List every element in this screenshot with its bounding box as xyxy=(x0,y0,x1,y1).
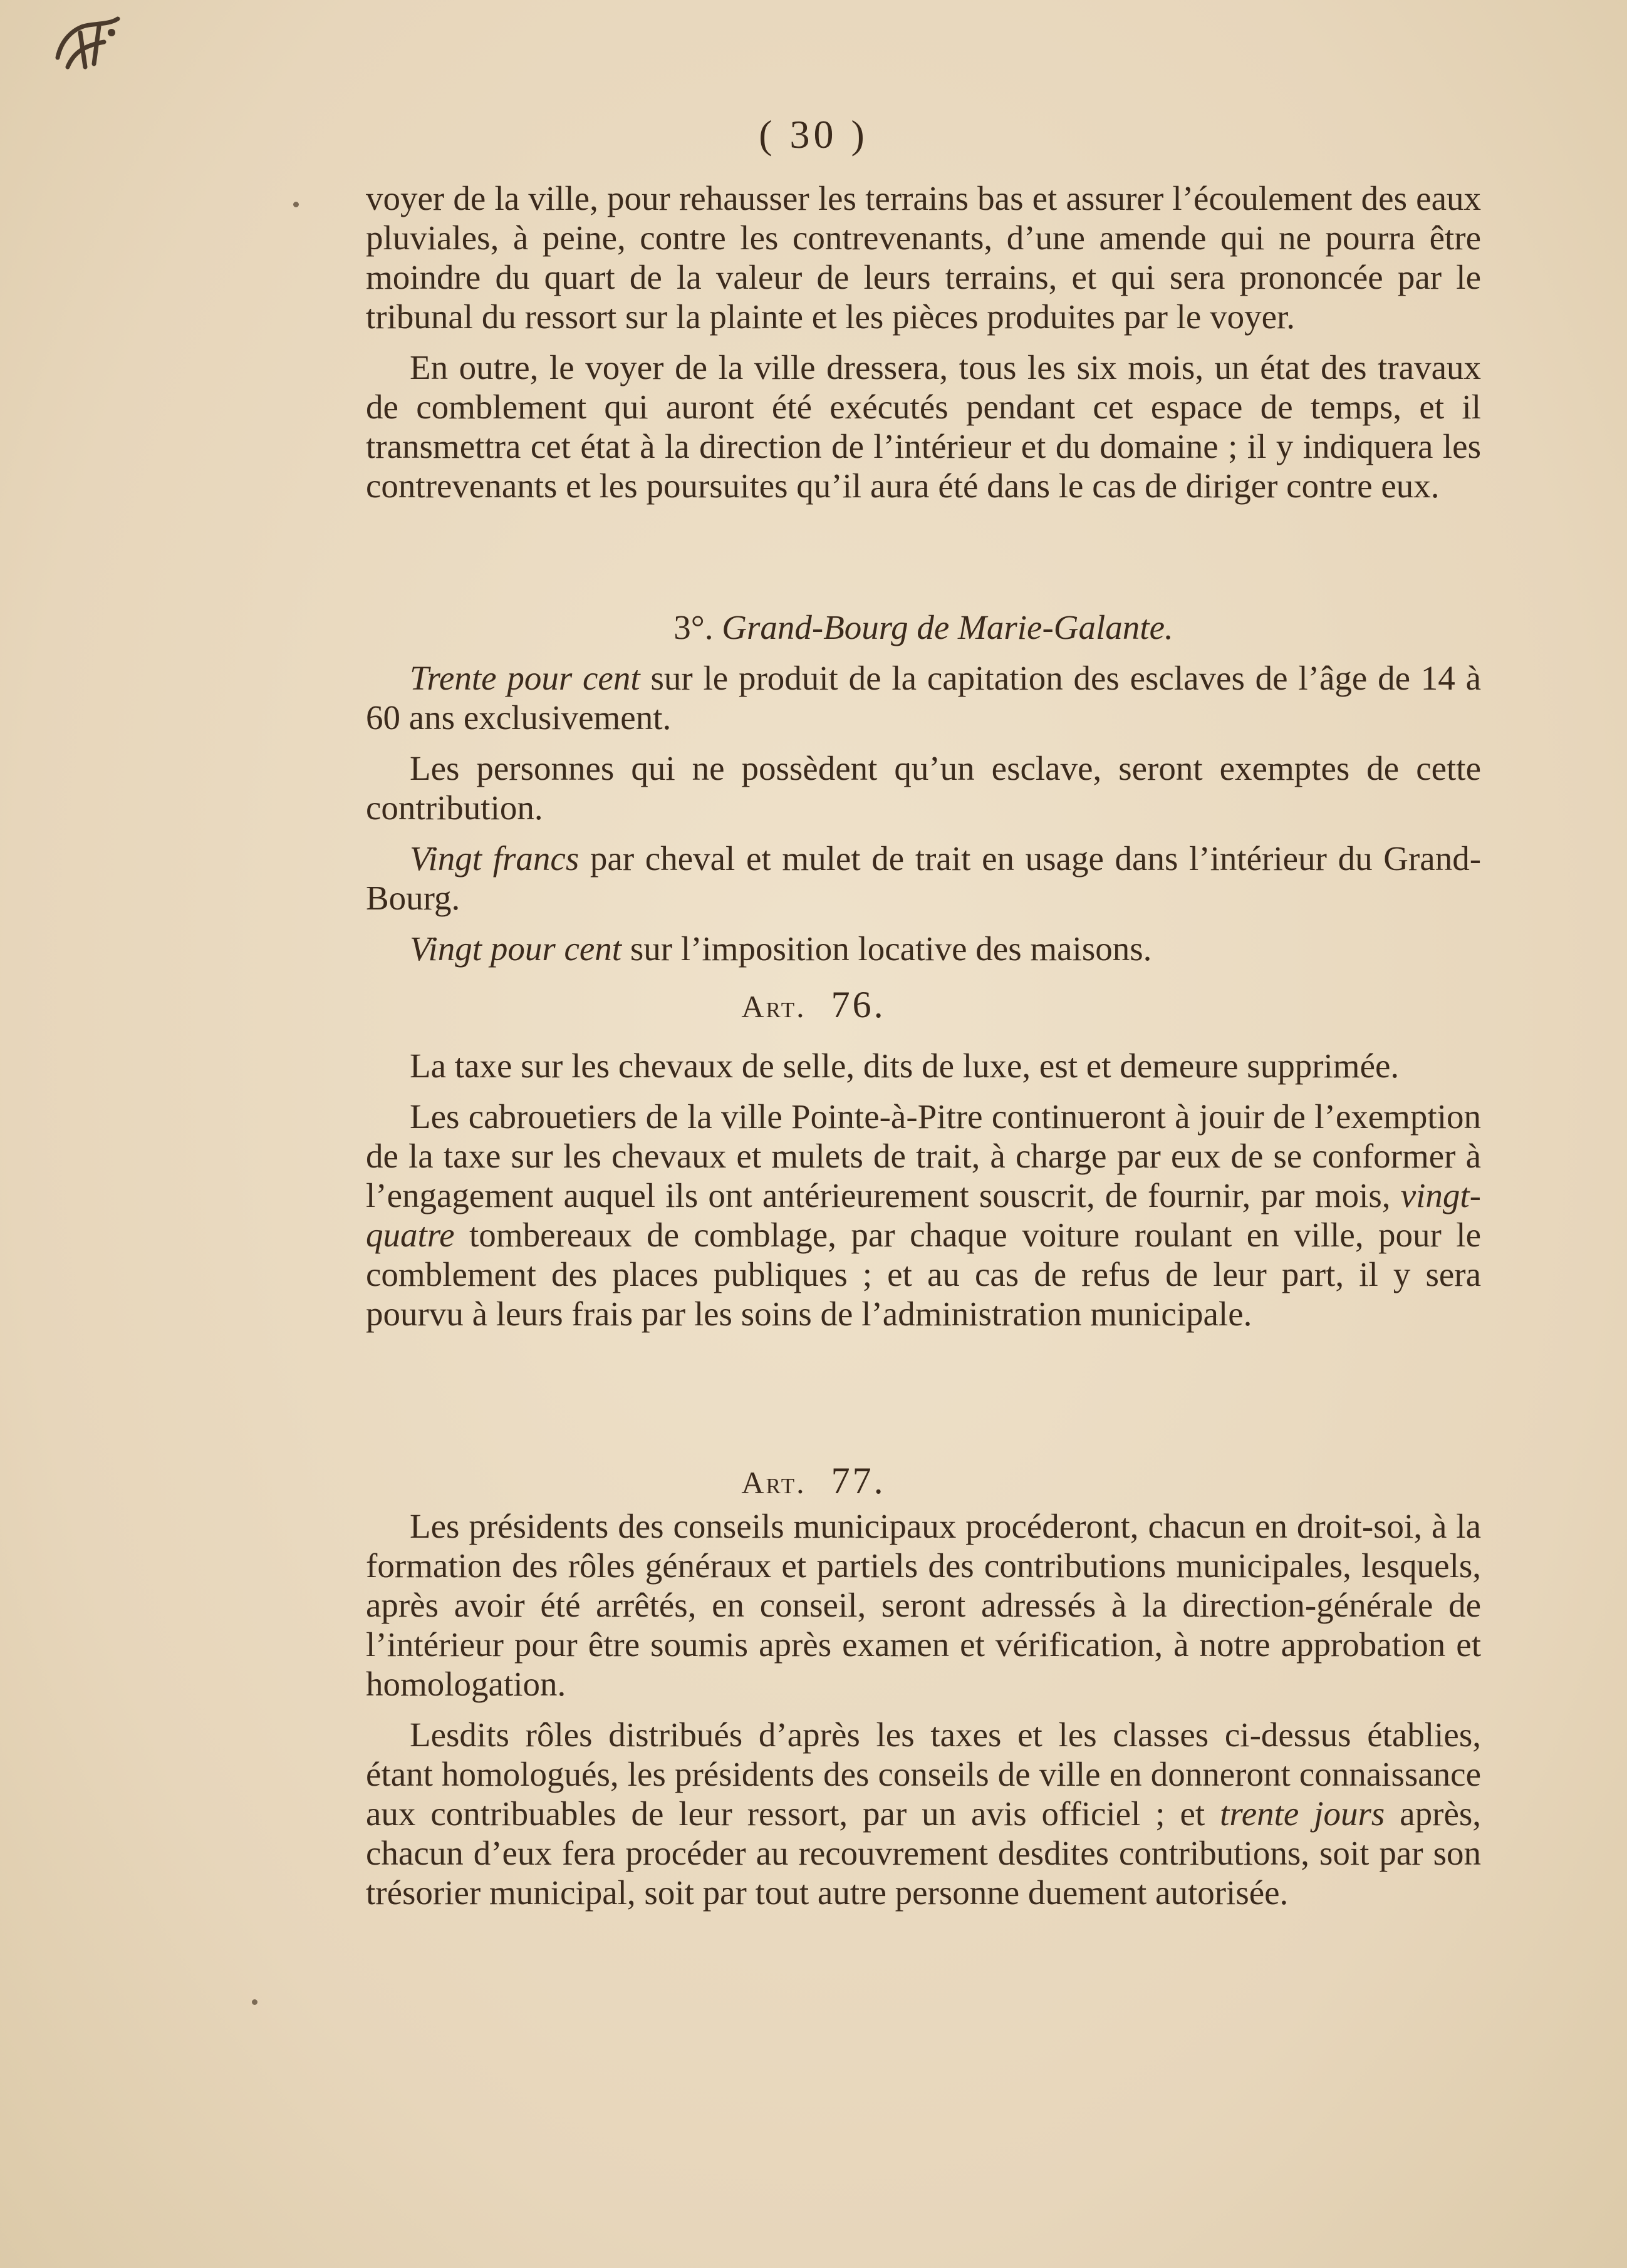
paragraph-3 xyxy=(366,658,1481,737)
section-title: Grand-Bourg de Marie-Galante. xyxy=(722,608,1173,646)
paragraph-3-text: sur le produit de la capitation des esclaves de l’âge de 14 à 60 ans exclusivement. xyxy=(366,659,1481,737)
margin-mark xyxy=(293,202,299,207)
article-77-paragraph-2 xyxy=(366,1715,1481,1912)
paragraph-5-text: par cheval et mulet de trait en usage dans l’intérieur du Grand-Bourg. xyxy=(366,839,1482,917)
article-76-paragraph-2 xyxy=(366,1097,1481,1333)
paragraph-2: En outre, le voyer de la ville dressera, tous les six mois, un état des travaux de comblement qui auront été exécutés pendant cet espace de temps, et il transmettra cet état à la direction de l’intérieur et du domaine ; il y indiquera les contrevenants et les poursuites qu’il aura été dans le cas de diriger contre eux. xyxy=(366,348,1481,505)
article-76-heading xyxy=(0,983,1627,1027)
article-76-paragraph-1: La taxe sur les chevaux de selle, dits de luxe, est et demeure supprimée. xyxy=(410,1047,1400,1085)
article-number: 77. xyxy=(831,1460,886,1501)
paragraph-6 xyxy=(366,929,1481,968)
article-label: Art. xyxy=(741,1465,806,1500)
article-76-text-a: Les cabrouetiers de la ville Pointe-à-Pitre continueront à jouir de l’exemption de la taxe sur les chevaux et mulets de trait, à charge par eux de se conformer à l’engagement auquel ils ont antérieurement souscrit, de fournir, par mois, xyxy=(366,1097,1481,1214)
section-grand-bourg xyxy=(366,608,1481,968)
article-76-body xyxy=(366,1046,1481,1333)
article-77-heading xyxy=(0,1459,1627,1503)
paragraph-continuation xyxy=(366,179,1481,505)
margin-mark xyxy=(252,1999,257,2005)
paragraph-5 xyxy=(366,839,1481,918)
article-77-paragraph-1: Les présidents des conseils municipaux procéderont, chacun en droit-soi, à la formation des rôles généraux et partiels des contributions municipales, lesquels, après avoir été arrêtés, en conseil, seront adressés à la direction-générale de l’intérieur pour être soumis après examen et vérification, à notre approbation et homologation. xyxy=(366,1507,1481,1703)
section-heading xyxy=(366,608,1481,647)
paragraph-3-italic: Trente pour cent xyxy=(410,659,640,697)
article-77-italic: trente jours xyxy=(1220,1794,1385,1833)
paragraph-6-text: sur l’imposition locative des maisons. xyxy=(621,929,1152,968)
article-number: 76. xyxy=(831,984,886,1025)
article-77-text-a: Lesdits rôles distribués d’après les taxes et les classes ci-dessus établies, étant homologués, les présidents des conseils de ville en donneront connaissance aux contribuables de leur ressort, par un avis officiel ; et xyxy=(366,1716,1481,1833)
section-number: 3°. xyxy=(673,608,714,646)
page-number: ( 30 ) xyxy=(759,112,868,157)
paragraph-6-italic: Vingt pour cent xyxy=(410,929,622,968)
library-stamp-icon xyxy=(49,8,130,76)
paragraph-4: Les personnes qui ne possèdent qu’un esclave, seront exemptes de cette contribution. xyxy=(366,749,1481,827)
article-77-text-b: après, chacun d’eux fera procéder au recouvrement desdites contributions, soit par son trésorier municipal, soit par tout autre personne duement autorisée. xyxy=(366,1794,1482,1912)
paragraph-1: voyer de la ville, pour rehausser les terrains bas et assurer l’écoulement des eaux pluviales, à peine, contre les contrevenants, d’une amende qui ne pourra être moindre du quart de la valeur de leurs terrains, et qui sera prononcée par le tribunal du ressort sur la plainte et les pièces produites par le voyer. xyxy=(366,179,1481,336)
paragraph-5-italic: Vingt francs xyxy=(410,839,580,878)
article-76-italic: vingt-quatre xyxy=(366,1176,1481,1254)
article-76-text-b: tombereaux de comblage, par chaque voiture roulant en ville, pour le comblement des places publiques ; et au cas de refus de leur part, il y sera pourvu à leurs frais par les soins de l’administration municipale. xyxy=(366,1216,1481,1333)
article-label: Art. xyxy=(741,989,806,1024)
article-77-body xyxy=(366,1506,1481,1912)
